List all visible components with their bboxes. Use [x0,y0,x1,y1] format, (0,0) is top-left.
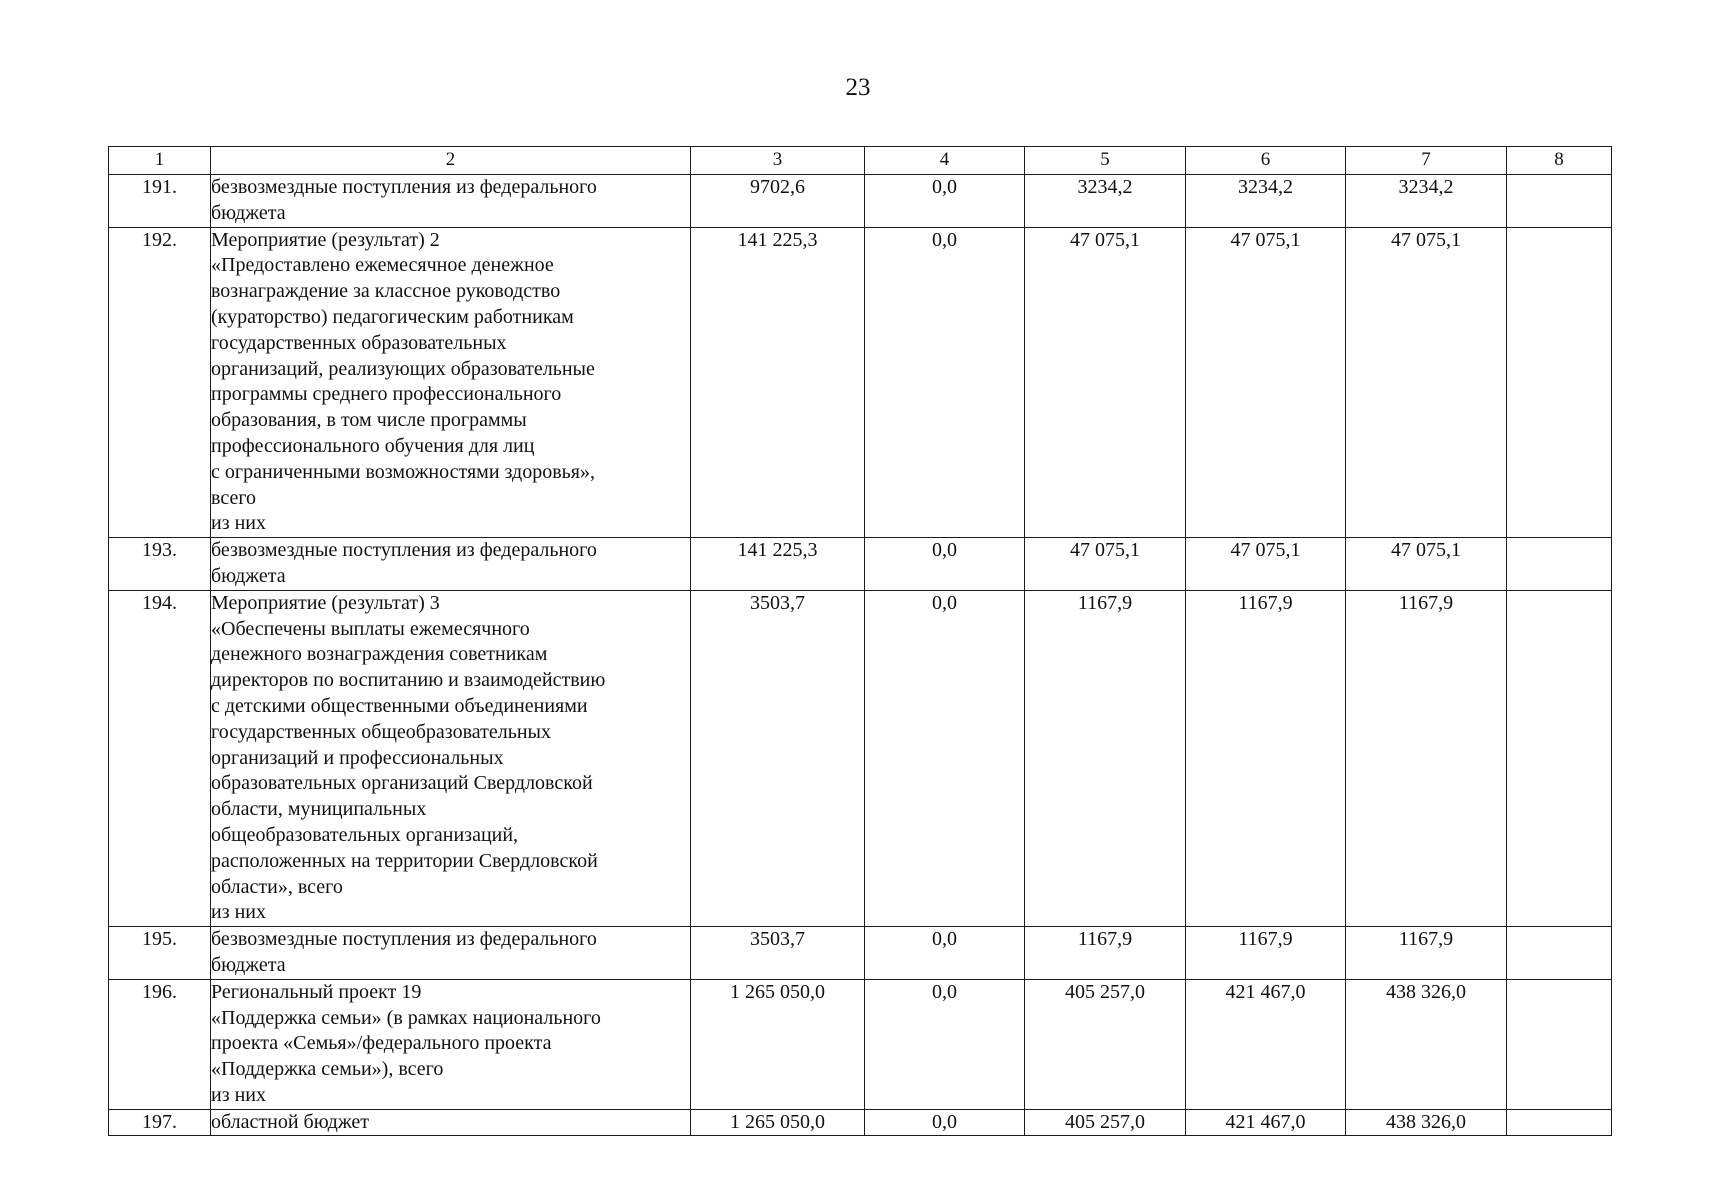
value-column-6: 421 467,0 [1186,1109,1346,1136]
value-column-7: 438 326,0 [1346,979,1507,1109]
description-line: из них [211,901,267,924]
value-column-6: 1167,9 [1186,927,1346,980]
value-column-8 [1507,1109,1612,1136]
value-column-7: 47 075,1 [1346,538,1507,591]
value-column-5: 405 257,0 [1025,1109,1186,1136]
value-column-4: 0,0 [865,175,1025,228]
description-line: программы среднего профессионального [211,383,562,406]
value-column-6: 1167,9 [1186,590,1346,926]
row-description [211,590,691,926]
value-column-3: 9702,6 [691,175,865,228]
row-number: 191. [109,175,211,228]
description-line: «Обеспечены выплаты ежемесячного [211,617,530,640]
row-description [211,1109,691,1136]
table-row [109,590,1612,926]
value-column-8 [1507,979,1612,1109]
column-header-5: 5 [1025,147,1186,175]
value-column-4: 0,0 [865,227,1025,538]
value-column-8 [1507,175,1612,228]
table-row [109,927,1612,980]
value-column-8 [1507,538,1612,591]
description-line: Мероприятие (результат) 2 [211,228,440,251]
row-description [211,175,691,228]
description-line: областной бюджет [211,1110,370,1133]
description-line: проекта «Семья»/федерального проекта [211,1032,552,1055]
value-column-7: 47 075,1 [1346,227,1507,538]
value-column-4: 0,0 [865,590,1025,926]
table-row [109,175,1612,228]
description-line: Региональный проект 19 [211,980,422,1003]
row-number: 194. [109,590,211,926]
description-line: всего [211,486,257,509]
value-column-3: 1 265 050,0 [691,979,865,1109]
value-column-4: 0,0 [865,1109,1025,1136]
row-number: 197. [109,1109,211,1136]
description-line: вознаграждение за классное руководство [211,280,561,303]
column-header-8: 8 [1507,147,1612,175]
column-header-6: 6 [1186,147,1346,175]
column-header-2: 2 [211,147,691,175]
budget-table [108,146,1612,1136]
value-column-5: 47 075,1 [1025,227,1186,538]
description-line: с ограниченными возможностями здоровья», [211,460,595,483]
description-line: из них [211,1083,267,1106]
column-header-1: 1 [109,147,211,175]
description-line: государственных образовательных [211,331,507,354]
value-column-5: 47 075,1 [1025,538,1186,591]
description-line: области, муниципальных [211,798,427,821]
value-column-7: 1167,9 [1346,590,1507,926]
description-line: бюджета [211,953,286,976]
description-line: безвозмездные поступления из федерального [211,928,597,951]
description-line: (кураторство) педагогическим работникам [211,305,574,328]
value-column-3: 3503,7 [691,927,865,980]
value-column-3: 141 225,3 [691,538,865,591]
row-number: 196. [109,979,211,1109]
description-line: безвозмездные поступления из федерального [211,539,597,562]
value-column-7: 438 326,0 [1346,1109,1507,1136]
value-column-3: 1 265 050,0 [691,1109,865,1136]
description-line: Мероприятие (результат) 3 [211,591,440,614]
description-line: общеобразовательных организаций, [211,823,519,846]
value-column-6: 421 467,0 [1186,979,1346,1109]
description-line: образования, в том числе программы [211,409,527,432]
value-column-6: 47 075,1 [1186,538,1346,591]
row-description [211,927,691,980]
value-column-7: 1167,9 [1346,927,1507,980]
description-line: области», всего [211,875,343,898]
value-column-3: 3503,7 [691,590,865,926]
description-line: образовательных организаций Свердловской [211,772,593,795]
value-column-8 [1507,227,1612,538]
value-column-5: 1167,9 [1025,927,1186,980]
description-line: организаций, реализующих образовательные [211,357,595,380]
row-number: 195. [109,927,211,980]
description-line: с детскими общественными объединениями [211,694,588,717]
value-column-4: 0,0 [865,538,1025,591]
column-header-4: 4 [865,147,1025,175]
description-line: денежного вознаграждения советникам [211,643,548,666]
value-column-3: 141 225,3 [691,227,865,538]
row-number: 193. [109,538,211,591]
row-description [211,227,691,538]
value-column-6: 3234,2 [1186,175,1346,228]
value-column-8 [1507,590,1612,926]
description-line: расположенных на территории Свердловской [211,849,598,872]
description-line: безвозмездные поступления из федерального [211,176,597,198]
description-line: государственных общеобразовательных [211,720,551,743]
table-row [109,1109,1612,1136]
description-line: бюджета [211,201,286,224]
description-line: организаций и профессиональных [211,746,504,769]
description-line: «Поддержка семьи» (в рамках национального [211,1006,601,1029]
description-line: из них [211,512,267,535]
value-column-8 [1507,927,1612,980]
row-number: 192. [109,227,211,538]
value-column-5: 405 257,0 [1025,979,1186,1109]
page-number: 23 [845,74,871,101]
description-line: «Предоставлено ежемесячное денежное [211,254,554,277]
description-line: «Поддержка семьи»), всего [211,1058,444,1081]
value-column-5: 1167,9 [1025,590,1186,926]
description-line: директоров по воспитанию и взаимодействию [211,669,606,692]
description-line: профессионального обучения для лиц [211,434,535,457]
column-header-7: 7 [1346,147,1507,175]
table-row [109,227,1612,538]
value-column-4: 0,0 [865,927,1025,980]
table-row [109,538,1612,591]
column-header-3: 3 [691,147,865,175]
row-description [211,979,691,1109]
value-column-4: 0,0 [865,979,1025,1109]
description-line: бюджета [211,564,286,587]
value-column-7: 3234,2 [1346,175,1507,228]
row-description [211,538,691,591]
table-row [109,979,1612,1109]
column-number-header-row [109,147,1612,175]
value-column-5: 3234,2 [1025,175,1186,228]
value-column-6: 47 075,1 [1186,227,1346,538]
